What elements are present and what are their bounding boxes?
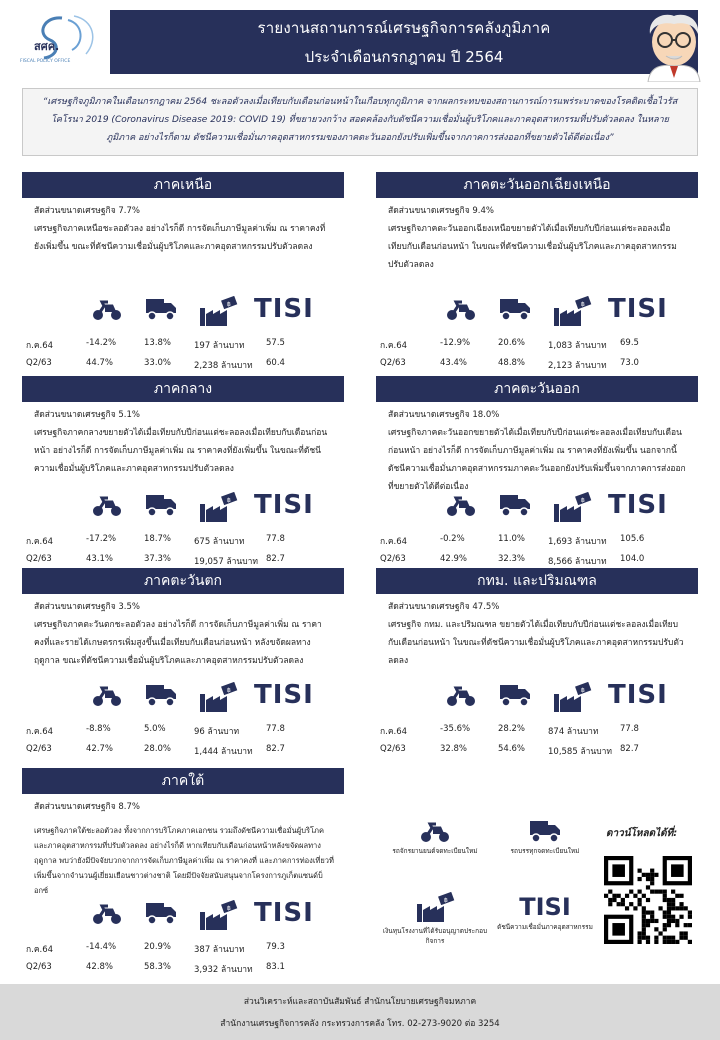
logo-subtext: FISCAL POLICY OFFICE (20, 59, 71, 64)
truck-growth: 32.3% (498, 554, 526, 564)
truck-growth: 58.3% (144, 962, 172, 972)
legend-label: รถจักรยานยนต์จดทะเบียนใหม่ (392, 847, 478, 855)
economy-share: สัดส่วนขนาดเศรษฐกิจ 3.5% (34, 602, 140, 612)
indicator-row (380, 530, 680, 550)
tisi-index: 79.3 (266, 942, 285, 952)
region-title: ภาคใต้ (22, 768, 344, 794)
region-east (376, 376, 698, 496)
motorcycle-icon (444, 492, 478, 522)
legend-factory (380, 892, 490, 946)
stats-north (26, 294, 326, 374)
region-title: ภาคตะวันออกเฉียงเหนือ (376, 172, 698, 198)
factory-money-icon (552, 296, 592, 332)
stats-west (26, 680, 326, 760)
tisi-index: 77.8 (620, 724, 639, 734)
svg-text:฿: ฿ (581, 497, 585, 504)
region-north (22, 172, 344, 256)
truck-growth: 5.0% (144, 724, 166, 734)
motorcycle-icon (444, 682, 478, 712)
indicator-icons (26, 898, 326, 938)
factory-capital: 10,585 ล้านบาท (548, 747, 613, 757)
tisi-icon: TISI (254, 898, 314, 928)
indicator-row (380, 720, 680, 740)
factory-money-icon (198, 296, 238, 332)
svg-text:฿: ฿ (227, 301, 231, 308)
legend-label: ดัชนีความเชื่อมั่นภาคอุตสาหกรรม (497, 923, 593, 931)
tisi-index: 82.7 (266, 554, 285, 564)
truck-icon (144, 682, 178, 712)
region-description: เศรษฐกิจภาคตะวันออกเฉียงเหนือขยายตัวได้เมื่อเทียบกับปีก่อนแต่ชะลอลงเมื่อเทียบกับเดือนก่อนหน้า ในขณะที่ดัชนีความเชื่อมั่นผู้บริโภคและภาคอุตสาหกรรมปรับตัวลดลง (388, 224, 677, 270)
truck-icon (498, 492, 532, 522)
motorcycle-icon (90, 296, 124, 326)
truck-growth: 20.6% (498, 338, 526, 348)
region-description: เศรษฐกิจ กทม. และปริมณฑล ขยายตัวได้เมื่อเทียบกับปีก่อนแต่ชะลอลงเมื่อเทียบกับเดือนก่อนหน้า ในขณะที่ดัชนีความเชื่อมั่นผู้บริโภคและภาคอุตสาหกรรมปรับตัวลดลง (388, 620, 684, 666)
tisi-index: 77.8 (266, 724, 285, 734)
period-label: ก.ค.64 (380, 537, 408, 547)
motorcycle-icon (90, 492, 124, 522)
truck-growth: 18.7% (144, 534, 172, 544)
tisi-index: 60.4 (266, 358, 285, 368)
stats-central (26, 490, 326, 570)
tisi-index: 104.0 (620, 554, 645, 564)
indicator-icons (380, 294, 680, 334)
tisi-index: 105.6 (620, 534, 645, 544)
tisi-icon: TISI (608, 294, 668, 324)
economy-share: สัดส่วนขนาดเศรษฐกิจ 8.7% (34, 802, 140, 812)
factory-capital: 1,083 ล้านบาท (548, 341, 607, 351)
summary-quote: “เศรษฐกิจภูมิภาคในเดือนกรกฎาคม 2564 ชะลอตัวลงเมื่อเทียบกับเดือนก่อนหน้าในเกือบทุกภูมิภาค จากผลกระทบของสถานการณ์การแพร่ระบาดของโรคติดเชื้อไวรัสโคโรนา 2019 (Coronavirus Disease 2019: COVID 19) ที่ขยายวงกว้าง สอดคล้องกับดัชนีความเชื่อมั่นผู้บริโภคและภาคอุตสาหกรรมที่ปรับตัวลดลง ในหลายภูมิภาค อย่างไรก็ตาม ดัชนีความเชื่อมั่นภาคอุตสาหกรรมของภาคตะวันออกยังปรับเพิ่มขึ้นจากภาคการส่งออกที่ขยายตัวได้ดีต่อเนื่อง” (22, 88, 698, 156)
legend-truck (490, 818, 600, 856)
region-title: ภาคเหนือ (22, 172, 344, 198)
indicator-row (380, 740, 680, 760)
truck-icon (498, 682, 532, 712)
svg-text:฿: ฿ (444, 897, 448, 904)
indicator-row (26, 354, 326, 374)
period-label: Q2/63 (26, 358, 52, 368)
tisi-index: 82.7 (266, 744, 285, 754)
svg-text:฿: ฿ (227, 687, 231, 694)
indicator-row (26, 334, 326, 354)
footer-line1: ส่วนวิเคราะห์และสถาบันสัมพันธ์ สำนักนโยบายเศรษฐกิจมหภาค (243, 997, 477, 1007)
truck-growth: 13.8% (144, 338, 172, 348)
economist-mascot-icon (634, 8, 712, 82)
truck-growth: 11.0% (498, 534, 526, 544)
factory-capital: 387 ล้านบาท (194, 945, 245, 955)
factory-capital: 96 ล้านบาท (194, 727, 240, 737)
motorcycle-growth: -35.6% (440, 724, 471, 734)
region-title: ภาคตะวันตก (22, 568, 344, 594)
factory-money-icon (552, 682, 592, 718)
factory-money-icon (552, 492, 592, 528)
factory-capital: 197 ล้านบาท (194, 341, 245, 351)
report-title: รายงานสถานการณ์เศรษฐกิจการคลังภูมิภาค (257, 18, 551, 37)
stats-east (380, 490, 680, 570)
tisi-index: 82.7 (620, 744, 639, 754)
fpo-logo-icon (14, 10, 106, 66)
indicator-icons (26, 680, 326, 720)
truck-growth: 37.3% (144, 554, 172, 564)
motorcycle-growth: 42.8% (86, 962, 114, 972)
motorcycle-growth: -0.2% (440, 534, 465, 544)
indicator-row (26, 720, 326, 740)
footer (0, 984, 720, 1040)
indicator-row (26, 958, 326, 978)
period-label: ก.ค.64 (380, 727, 408, 737)
economy-share: สัดส่วนขนาดเศรษฐกิจ 7.7% (34, 206, 140, 216)
economy-share: สัดส่วนขนาดเศรษฐกิจ 18.0% (388, 410, 500, 420)
legend-label: รถบรรทุกจดทะเบียนใหม่ (510, 847, 580, 855)
region-description: เศรษฐกิจภาคใต้ชะลอตัวลง ทั้งจากการบริโภคภาคเอกชน รวมถึงดัชนีความเชื่อมั่นผู้บริโภคและภาคอุตสาหกรรมที่ปรับตัวลดลง อย่างไรก็ดี หากเทียบกับเดือนก่อนหน้าหลังขจัดผลทางฤดูกาล พบว่ายังมีปัจจัยบวกจากการจัดเก็บภาษีมูลค่าเพิ่ม ณ ราคาคงที่ และภาคการท่องเที่ยวที่เพิ่มขึ้นจากจำนวนผู้เยี่ยมเยือนชาวต่างชาติ โดยมีปัจจัยสนับสนุนจากโครงการภูเก็ตแซนด์บ็อกซ์ (34, 826, 334, 895)
motorcycle-growth: 43.4% (440, 358, 468, 368)
region-description: เศรษฐกิจภาคกลางขยายตัวได้เมื่อเทียบกับปีก่อนแต่ชะลอลงเมื่อเทียบกับเดือนก่อนหน้า อย่างไรก็ดี การจัดเก็บภาษีมูลค่าเพิ่ม ณ ราคาคงที่ยังเพิ่มขึ้น ในขณะที่ดัชนีความเชื่อมั่นผู้บริโภคและภาคอุตสาหกรรมปรับตัวลดลง (34, 428, 328, 474)
region-description: เศรษฐกิจภาคเหนือชะลอตัวลง อย่างไรก็ดี การจัดเก็บภาษีมูลค่าเพิ่ม ณ ราคาคงที่ยังเพิ่มขึ้น ขณะที่ดัชนีความเชื่อมั่นผู้บริโภคและภาคอุตสาหกรรมปรับตัวลดลง (34, 224, 326, 252)
icon-legend (380, 818, 600, 948)
truck-icon (144, 492, 178, 522)
truck-growth: 54.6% (498, 744, 526, 754)
period-label: Q2/63 (26, 962, 52, 972)
truck-icon (144, 296, 178, 326)
motorcycle-icon (444, 296, 478, 326)
footer-line2: สำนักงานเศรษฐกิจการคลัง กระทรวงการคลัง โทร. 02-273-9020 ต่อ 3254 (220, 1019, 500, 1029)
header-banner (110, 10, 698, 74)
motorcycle-growth: 42.7% (86, 744, 114, 754)
factory-money-icon (198, 682, 238, 718)
qr-code-icon (604, 856, 692, 944)
legend-tisi (490, 892, 600, 932)
tisi-index: 57.5 (266, 338, 285, 348)
indicator-icons (380, 490, 680, 530)
region-title: ภาคตะวันออก (376, 376, 698, 402)
svg-text:฿: ฿ (581, 301, 585, 308)
svg-text:฿: ฿ (227, 497, 231, 504)
factory-capital: 8,566 ล้านบาท (548, 557, 607, 567)
tisi-icon: TISI (608, 490, 668, 520)
qr-code[interactable] (604, 856, 692, 944)
svg-text:฿: ฿ (581, 687, 585, 694)
tisi-icon: TISI (608, 680, 668, 710)
period-label: Q2/63 (26, 744, 52, 754)
tisi-icon: TISI (254, 294, 314, 324)
indicator-icons (26, 490, 326, 530)
report-subtitle: ประจำเดือนกรกฎาคม ปี 2564 (304, 47, 504, 66)
legend-motorcycle (380, 818, 490, 856)
motorcycle-growth: -12.9% (440, 338, 471, 348)
factory-capital: 2,238 ล้านบาท (194, 361, 253, 371)
economy-share: สัดส่วนขนาดเศรษฐกิจ 9.4% (388, 206, 494, 216)
tisi-icon: TISI (254, 680, 314, 710)
indicator-icons (26, 294, 326, 334)
factory-capital: 3,932 ล้านบาท (194, 965, 253, 975)
motorcycle-icon (90, 682, 124, 712)
truck-growth: 28.2% (498, 724, 526, 734)
truck-growth: 48.8% (498, 358, 526, 368)
indicator-row (26, 740, 326, 760)
indicator-row (26, 530, 326, 550)
economist-mascot (634, 8, 712, 82)
economy-share: สัดส่วนขนาดเศรษฐกิจ 5.1% (34, 410, 140, 420)
factory-capital: 675 ล้านบาท (194, 537, 245, 547)
factory-capital: 874 ล้านบาท (548, 727, 599, 737)
period-label: ก.ค.64 (26, 727, 54, 737)
tisi-index: 77.8 (266, 534, 285, 544)
tisi-icon: TISI (254, 490, 314, 520)
region-title: ภาคกลาง (22, 376, 344, 402)
motorcycle-growth: -8.8% (86, 724, 111, 734)
factory-capital: 2,123 ล้านบาท (548, 361, 607, 371)
period-label: ก.ค.64 (380, 341, 408, 351)
region-description: เศรษฐกิจภาคตะวันตกชะลอตัวลง อย่างไรก็ดี การจัดเก็บภาษีมูลค่าเพิ่ม ณ ราคาคงที่และรายได้เกษตรกรเพิ่มสูงขึ้นเมื่อเทียบกับเดือนก่อนหน้า หลังขจัดผลทางฤดูกาล ขณะที่ดัชนีความเชื่อมั่นผู้บริโภคและภาคอุตสาหกรรมปรับตัวลดลง (34, 620, 322, 666)
indicator-row (26, 550, 326, 570)
period-label: ก.ค.64 (26, 537, 54, 547)
stats-bangkok (380, 680, 680, 760)
motorcycle-growth: -14.4% (86, 942, 117, 952)
factory-capital: 1,444 ล้านบาท (194, 747, 253, 757)
factory-capital: 19,057 ล้านบาท (194, 557, 259, 567)
stats-south (26, 898, 326, 978)
stats-northeast (380, 294, 680, 374)
truck-icon (144, 900, 178, 930)
indicator-row (380, 550, 680, 570)
tisi-index: 69.5 (620, 338, 639, 348)
tisi-index: 83.1 (266, 962, 285, 972)
period-label: Q2/63 (380, 744, 406, 754)
period-label: ก.ค.64 (26, 341, 54, 351)
region-south (22, 768, 344, 898)
period-label: ก.ค.64 (26, 945, 54, 955)
truck-icon (498, 296, 532, 326)
tisi-icon: TISI (519, 893, 571, 921)
region-west (22, 568, 344, 670)
region-title: กทม. และปริมณฑล (376, 568, 698, 594)
truck-growth: 28.0% (144, 744, 172, 754)
truck-growth: 33.0% (144, 358, 172, 368)
motorcycle-growth: -17.2% (86, 534, 117, 544)
motorcycle-growth: 44.7% (86, 358, 114, 368)
legend-label: เงินทุนโรงงานที่ได้รับอนุญาตประกอบกิจการ (382, 927, 488, 945)
truck-icon (528, 818, 562, 844)
indicator-row (380, 334, 680, 354)
factory-money-icon (198, 900, 238, 936)
motorcycle-growth: -14.2% (86, 338, 117, 348)
factory-capital: 1,693 ล้านบาท (548, 537, 607, 547)
truck-growth: 20.9% (144, 942, 172, 952)
logo-text: สศค. (34, 40, 60, 53)
economy-share: สัดส่วนขนาดเศรษฐกิจ 47.5% (388, 602, 500, 612)
period-label: Q2/63 (380, 554, 406, 564)
qr-label: ดาวน์โหลดได้ที่: (606, 828, 678, 839)
region-bangkok (376, 568, 698, 670)
tisi-index: 73.0 (620, 358, 639, 368)
motorcycle-icon (418, 818, 452, 844)
indicator-row (26, 938, 326, 958)
indicator-icons (380, 680, 680, 720)
region-northeast (376, 172, 698, 274)
region-description: เศรษฐกิจภาคตะวันออกขยายตัวได้เมื่อเทียบกับปีก่อนแต่ชะลอลงเมื่อเทียบกับเดือนก่อนหน้า อย่างไรก็ดี การจัดเก็บภาษีมูลค่าเพิ่ม ณ ราคาคงที่ยังเพิ่มขึ้น นอกจากนี้ ดัชนีความเชื่อมั่นภาคอุตสาหกรรมภาคตะวันออกยังปรับเพิ่มขึ้นจากภาคการส่งออกที่ขยายตัวได้ดีต่อเนื่อง (388, 428, 686, 492)
motorcycle-icon (90, 900, 124, 930)
svg-text:฿: ฿ (227, 905, 231, 912)
region-central (22, 376, 344, 478)
factory-money-icon (415, 892, 455, 924)
motorcycle-growth: 42.9% (440, 554, 468, 564)
factory-money-icon (198, 492, 238, 528)
motorcycle-growth: 32.8% (440, 744, 468, 754)
indicator-row (380, 354, 680, 374)
period-label: Q2/63 (380, 358, 406, 368)
motorcycle-growth: 43.1% (86, 554, 114, 564)
period-label: Q2/63 (26, 554, 52, 564)
fpo-logo (14, 10, 106, 66)
